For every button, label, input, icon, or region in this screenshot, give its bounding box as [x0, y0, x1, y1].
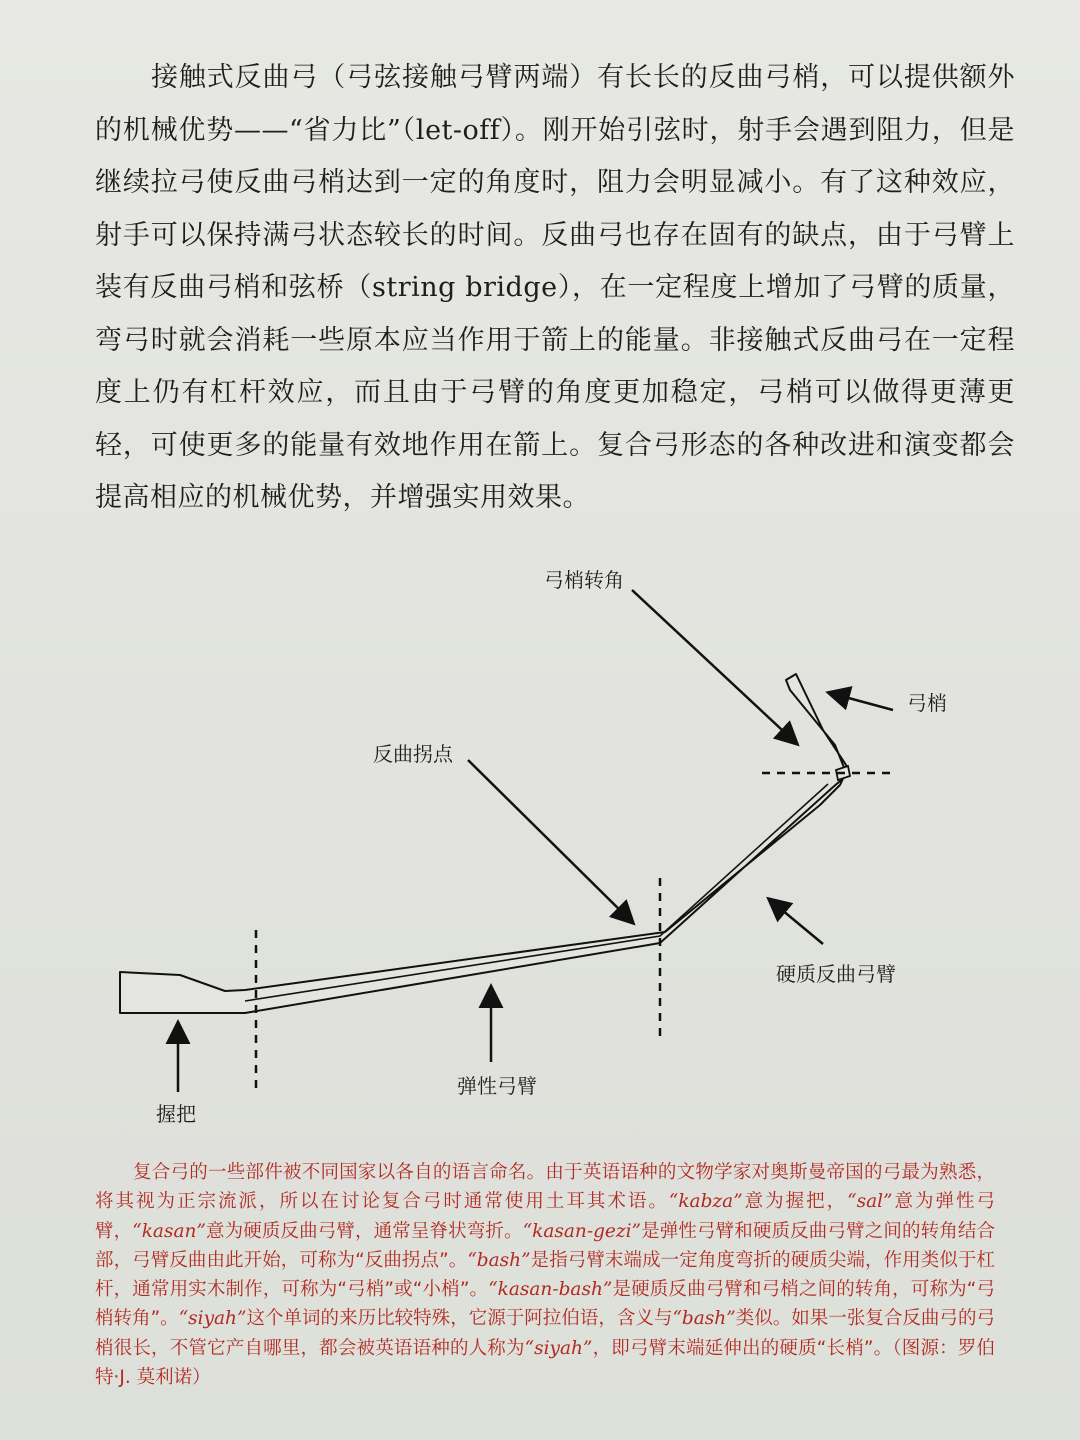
bow-diagram-svg — [0, 560, 1080, 1150]
arrow-tip-corner — [632, 590, 796, 743]
label-recurve-point: 反曲拐点 — [373, 742, 453, 766]
bow-limb-outline — [120, 674, 848, 1013]
label-rigid-limb: 硬质反曲弓臂 — [776, 962, 896, 986]
body-text — [95, 52, 1015, 525]
body-paragraph: 接触式反曲弓（弓弦接触弓臂两端）有长长的反曲弓梢，可以提供额外的机械优势——“省力比”（let-off）。刚开始引弦时，射手会遇到阻力，但是继续拉弓使反曲弓梢达到一定的角度时，阻力会明显减小。有了这种效应，射手可以保持满弓状态较长的时间。反曲弓也存在固有的缺点，由于弓臂上装有反曲弓梢和弦桥（string bridge），在一定程度上增加了弓臂的质量，弯弓时就会消耗一些原本应当作用于箭上的能量。非接触式反曲弓在一定程度上仍有杠杆效应，而且由于弓臂的角度更加稳定，弓梢可以做得更薄更轻，可使更多的能量有效地作用在箭上。复合弓形态的各种改进和演变都会提高相应的机械优势，并增强实用效果。 — [95, 62, 1015, 513]
bow-diagram — [0, 560, 1080, 1150]
arrow-recurve-point — [468, 760, 632, 922]
arrow-tip — [830, 693, 893, 710]
label-tip-corner: 弓梢转角 — [544, 568, 624, 592]
label-flexible-limb: 弹性弓臂 — [457, 1074, 537, 1098]
label-grip: 握把 — [156, 1102, 196, 1126]
bow-limb-inner-edge — [245, 784, 828, 1001]
caption-paragraph: 复合弓的一些部件被不同国家以各自的语言命名。由于英语语种的文物学家对奥斯曼帝国的弓最为熟悉，将其视为正宗流派，所以在讨论复合弓时通常使用土耳其术语。“kabza”意为握把，“sal”意为弹性弓臂，“kasan”意为硬质反曲弓臂，通常呈脊状弯折。“kasan-gezi”是弹性弓臂和硬质反曲弓臂之间的转角结合部，弓臂反曲由此开始，可称为“反曲拐点”。“bash”是指弓臂末端成一定角度弯折的硬质尖端，作用类似于杠杆，通常用实木制作，可称为“弓梢”或“小梢”。“kasan-bash”是硬质反曲弓臂和弓梢之间的转角，可称为“弓梢转角”。“siyah”这个单词的来历比较特殊，它源于阿拉伯语，含义与“bash”类似。如果一张复合反曲弓的弓梢很长，不管它产自哪里，都会被英语语种的人称为“siyah”，即弓臂末端延伸出的硬质“长梢”。（图源：罗伯特·J. 莫利诺） — [95, 1162, 995, 1389]
arrow-rigid-limb — [770, 900, 823, 944]
label-tip: 弓梢 — [907, 691, 947, 715]
figure-caption — [95, 1158, 995, 1392]
